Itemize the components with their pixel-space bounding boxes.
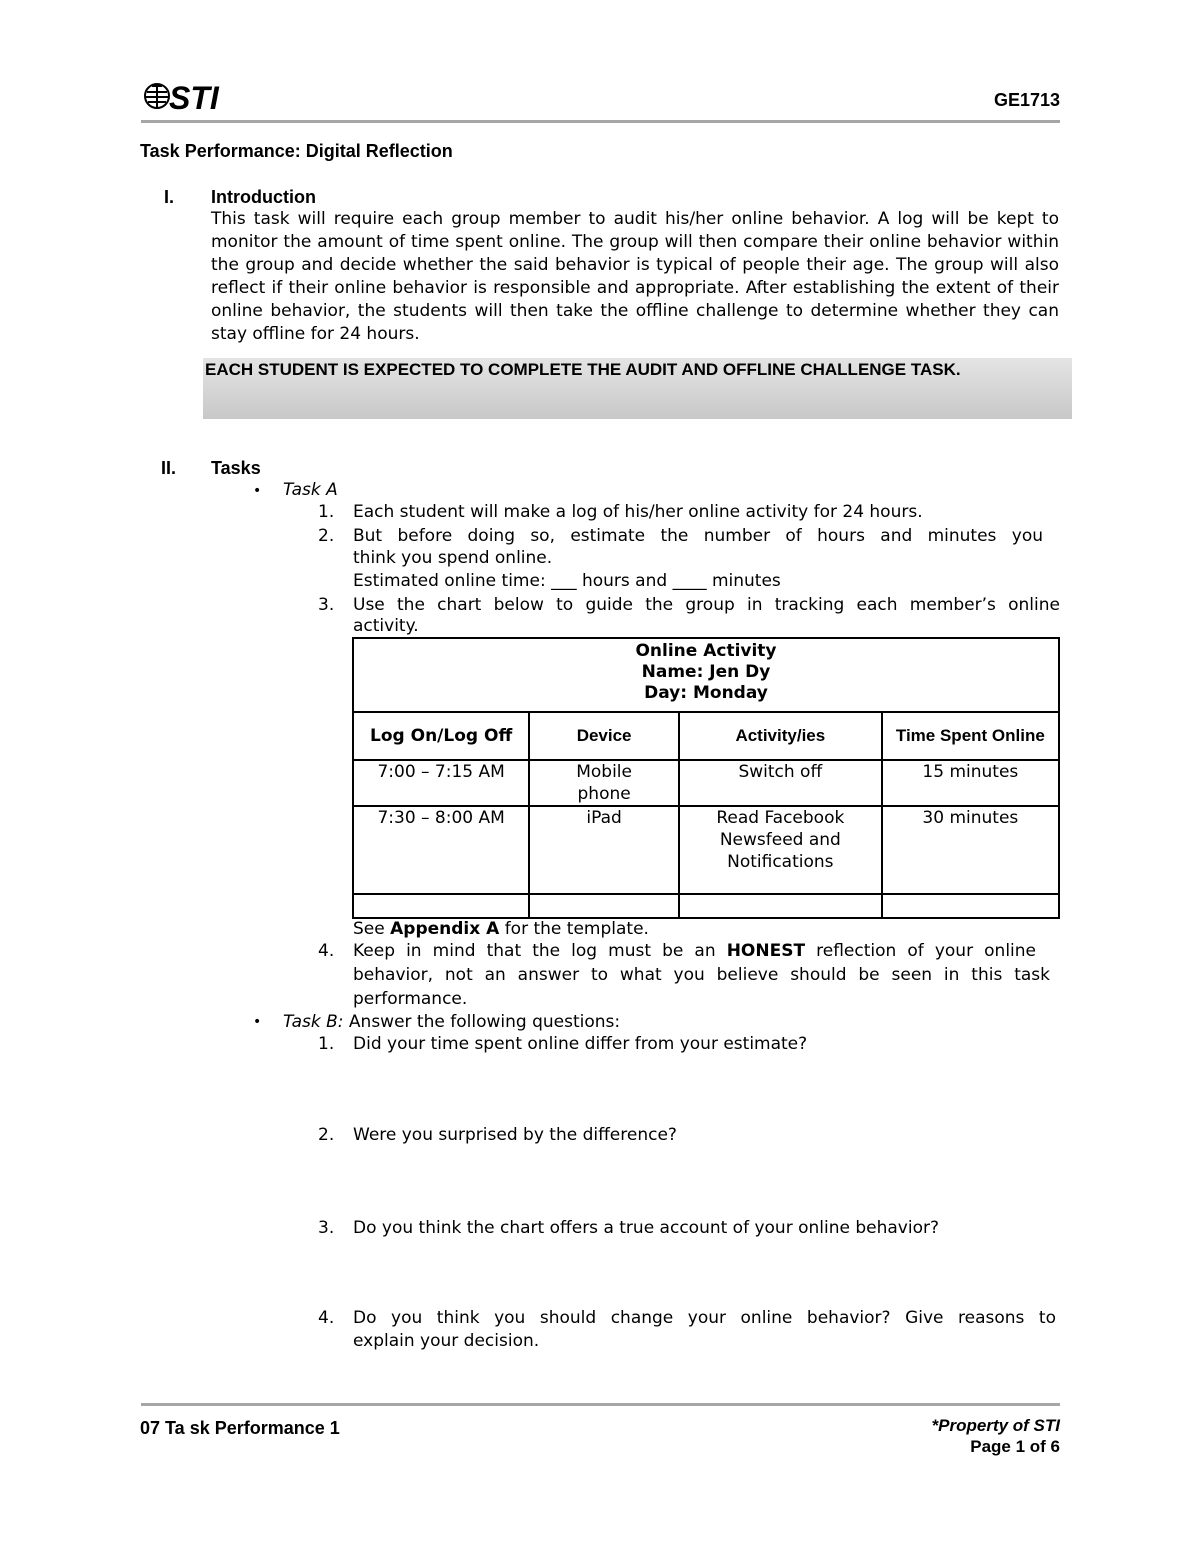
table-cell <box>679 894 882 918</box>
bullet-icon: • <box>253 483 262 499</box>
header-rule <box>141 120 1060 123</box>
table-cell: 7:30 – 8:00 AM <box>353 806 529 894</box>
appendix-note-post: for the template. <box>499 919 649 939</box>
question-2: Were you surprised by the difference? <box>353 1125 677 1145</box>
page-title: Task Performance: Digital Reflection <box>140 141 453 161</box>
task-a-item1: Each student will make a log of his/her online activity for 24 hours. <box>353 502 923 522</box>
appendix-link-text: Appendix A <box>390 919 500 939</box>
table-cell: 30 minutes <box>882 806 1059 894</box>
task-a-item4-line2: behavior, not an answer to what you believe should be seen in this task <box>353 965 1050 985</box>
footer-rule <box>141 1403 1060 1406</box>
item4-post: reflection of your online <box>805 941 1036 961</box>
table-cell: Read Facebook Newsfeed and Notifications <box>679 806 882 894</box>
table-header-cell: Time Spent Online <box>882 712 1059 760</box>
table-name: Name: Jen Dy <box>641 662 771 682</box>
question-3: Do you think the chart offers a true account of your online behavior? <box>353 1218 940 1238</box>
table-row <box>353 806 1059 894</box>
table-row <box>353 894 1059 918</box>
task-b-intro: Answer the following questions: <box>343 1012 621 1032</box>
bullet-icon: • <box>253 1014 262 1030</box>
task-a-item2-number: 2. <box>318 526 335 546</box>
table-title: Online Activity <box>635 641 777 661</box>
table-cell: Mobile phone <box>529 760 679 806</box>
task-a-item1-number: 1. <box>318 502 335 522</box>
task-a-item4-number: 4. <box>318 941 335 961</box>
question-2-number: 2. <box>318 1125 335 1145</box>
table-cell <box>529 894 679 918</box>
course-code: GE1713 <box>993 90 1060 110</box>
sti-logo <box>143 78 223 114</box>
item4-honest: HONEST <box>726 941 806 961</box>
question-4-number: 4. <box>318 1308 335 1328</box>
online-activity-table <box>352 637 1060 919</box>
task-a-item3-number: 3. <box>318 595 335 615</box>
appendix-note-pre: See <box>353 919 391 939</box>
question-3-number: 3. <box>318 1218 335 1238</box>
table-title-cell <box>353 638 1059 712</box>
task-a-item3-line2: activity. <box>353 616 419 636</box>
intro-number: I. <box>164 187 175 207</box>
tasks-number: II. <box>161 458 177 478</box>
task-a-item4-line1 <box>353 941 1036 961</box>
notice-banner <box>203 358 1072 419</box>
table-row <box>353 760 1059 806</box>
question-1: Did your time spent online differ from your estimate? <box>353 1034 808 1054</box>
table-cell: Switch off <box>679 760 882 806</box>
question-4-line1: Do you think you should change your online behavior? Give reasons to <box>353 1308 1056 1328</box>
footer-doc-name: 07 Ta sk Performance 1 <box>140 1418 340 1438</box>
task-b-label: Task B: <box>283 1012 344 1032</box>
tasks-heading: Tasks <box>211 458 261 478</box>
table-title-row <box>353 638 1059 712</box>
intro-heading: Introduction <box>211 187 316 207</box>
table-day: Day: Monday <box>644 683 768 703</box>
estimated-time-line: Estimated online time: ___ hours and ____ minutes <box>353 571 781 591</box>
notice-text: EACH STUDENT IS EXPECTED TO COMPLETE THE AUDIT AND OFFLINE CHALLENGE TASK. <box>205 360 961 379</box>
question-1-number: 1. <box>318 1034 335 1054</box>
table-header-cell: Activity/ies <box>679 712 882 760</box>
table-cell <box>882 894 1059 918</box>
footer-property: *Property of STI <box>931 1416 1060 1435</box>
table-cell: iPad <box>529 806 679 894</box>
table-cell: 7:00 – 7:15 AM <box>353 760 529 806</box>
appendix-note <box>353 919 649 939</box>
task-a-item2-line2: think you spend online. <box>353 548 553 568</box>
table-header-cell: Device <box>529 712 679 760</box>
table-header-row <box>353 712 1059 760</box>
question-4-line2: explain your decision. <box>353 1331 540 1351</box>
item4-pre: Keep in mind that the log must be an <box>353 941 727 961</box>
logo-text: STI <box>169 80 219 114</box>
intro-paragraph: This task will require each group member to audit his/her online behavior. A log will be kept to monitor the amount of time spent online. The group will then compare their online behavior within the group and decide whether the said behavior is typical of people their age. The group will also reflect if their online behavior is responsible and appropriate. After establishing the extent of their online behavior, the students will then take the offline challenge to determine whether they can stay offline for 24 hours. <box>211 209 1059 344</box>
task-a-label: Task A <box>283 480 338 500</box>
task-a-item4-line3: performance. <box>353 989 468 1009</box>
task-b-line <box>283 1012 620 1032</box>
footer-page-number: Page 1 of 6 <box>970 1437 1060 1456</box>
table-header-cell: Log On/Log Off <box>353 712 529 760</box>
table-cell <box>353 894 529 918</box>
task-a-item3-line1: Use the chart below to guide the group in tracking each member’s online <box>353 595 1060 615</box>
task-a-item2-line1: But before doing so, estimate the number of hours and minutes you <box>353 526 1043 546</box>
table-cell: 15 minutes <box>882 760 1059 806</box>
